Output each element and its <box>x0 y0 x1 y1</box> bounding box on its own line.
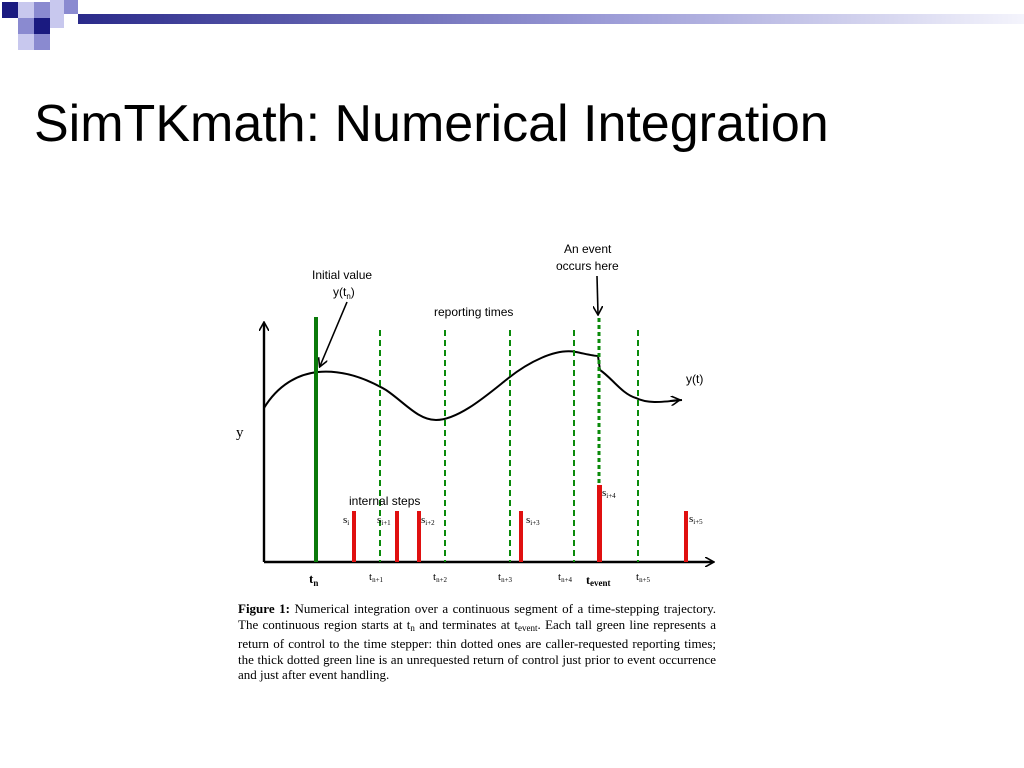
initial-value-label: Initial value <box>312 268 373 282</box>
caption-text-part3: . Each tall green line represents a return of control to the time stepper: thin dotted ones are caller-requested reporting times; the thick dotted green line is an unrequested return of control just prior to event occurrence and just after event handling. <box>238 616 716 682</box>
step-label-i: si <box>343 514 350 527</box>
event-label-line1: An event <box>564 242 612 256</box>
logo-square <box>50 14 64 28</box>
step-bar-i1 <box>395 511 399 562</box>
curve-arrow <box>670 400 679 401</box>
initial-value-arrow <box>320 302 347 366</box>
logo-square <box>50 0 64 14</box>
caption-text-part2: and terminates at t <box>414 616 519 632</box>
y-tn-label: $y(t_n)$ <box>333 285 355 301</box>
internal-steps-label: internal steps <box>349 494 421 508</box>
step-bar-i3 <box>519 511 523 562</box>
logo-square <box>18 2 34 18</box>
time-label-tn4: tn+4 <box>558 571 573 584</box>
reporting-times-label: reporting times <box>434 305 514 319</box>
caption-label: Figure 1: <box>238 601 290 616</box>
slide-title: SimTKmath: Numerical Integration <box>34 95 829 153</box>
time-label-tevent: tevent <box>586 573 611 588</box>
step-label-i4: si+4 <box>602 487 616 500</box>
step-label-i1: si+1 <box>377 514 391 527</box>
logo-square <box>64 0 78 14</box>
integration-diagram <box>232 235 724 595</box>
step-label-i5: si+5 <box>689 513 703 526</box>
step-bar-i5 <box>684 511 688 562</box>
curve-label: y(t) <box>686 372 704 386</box>
logo-square <box>18 18 34 34</box>
logo-square <box>34 2 50 18</box>
time-label-tn3: tn+3 <box>498 571 513 584</box>
time-label-tn: $t_n$ <box>309 571 319 588</box>
logo-square <box>34 18 50 34</box>
figure-caption <box>238 601 716 683</box>
logo-square <box>18 34 34 50</box>
event-label-line2: occurs here <box>556 259 619 273</box>
event-arrow <box>597 276 598 314</box>
caption-sub-n: n <box>410 622 415 633</box>
step-label-i2: si+2 <box>421 514 435 527</box>
solution-curve <box>264 351 682 420</box>
time-label-tn2: tn+2 <box>433 571 448 584</box>
logo-square <box>34 34 50 50</box>
step-bar-i <box>352 511 356 562</box>
caption-sub-event: event <box>518 622 538 633</box>
y-axis-label: y <box>236 425 244 441</box>
caption-text-part1: Numerical integration over a continuous segment of a time-stepping trajectory. The continuous region starts at t <box>238 601 716 632</box>
slide-logo-decoration <box>0 0 1024 60</box>
time-label-tn5: tn+5 <box>636 571 651 584</box>
logo-square <box>2 2 18 18</box>
time-label-tn1: tn+1 <box>369 571 384 584</box>
step-label-i3: si+3 <box>526 514 540 527</box>
logo-band <box>78 14 1024 24</box>
